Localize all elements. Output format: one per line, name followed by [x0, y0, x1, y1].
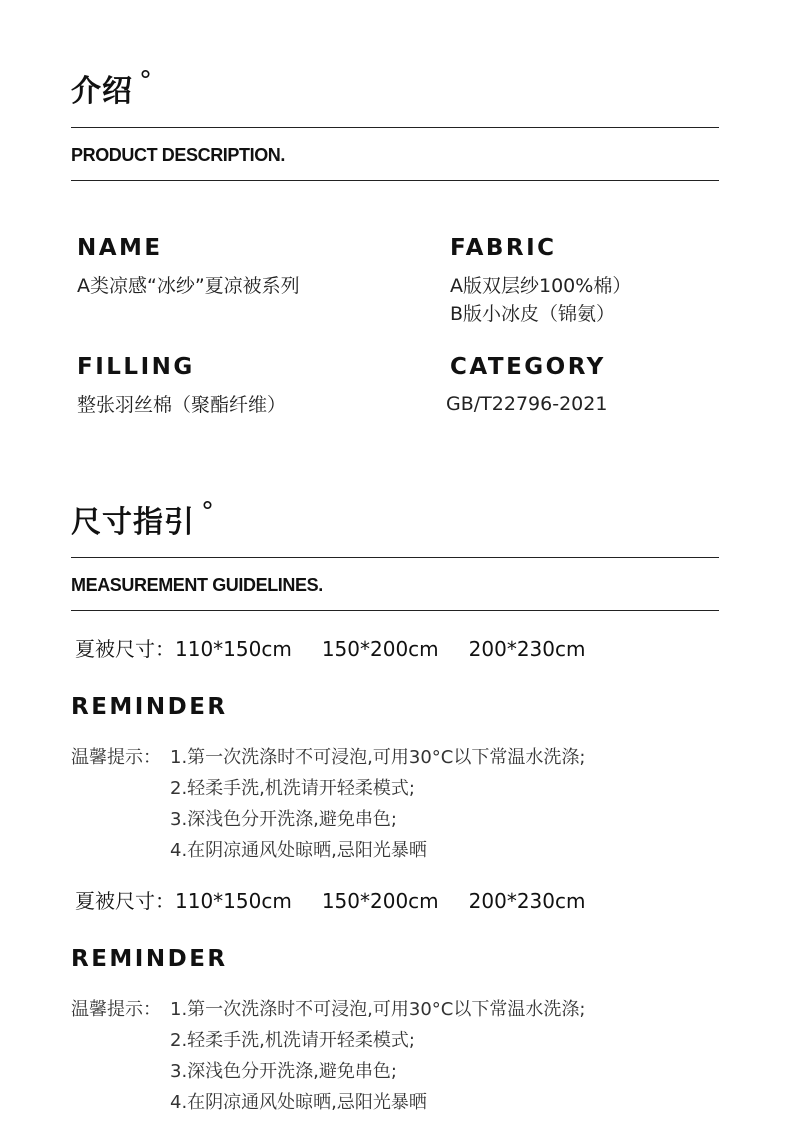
name-value: A类凉感“冰纱”夏凉被系列	[77, 275, 300, 297]
tip-item: 3.深浅色分开洗涤,避免串色;	[170, 1061, 397, 1082]
fabric-value-a: A版双层纱100%棉）	[450, 275, 632, 297]
filling-label: FILLING	[77, 354, 195, 380]
filling-value: 整张羽丝棉（聚酯纤维）	[77, 394, 287, 416]
degree-mark: °	[201, 497, 215, 527]
degree-mark: °	[139, 66, 153, 96]
divider	[71, 610, 719, 611]
size-option: 110*150cm	[175, 637, 292, 661]
size-option: 110*150cm	[175, 889, 292, 913]
tip-item: 2.轻柔手洗,机洗请开轻柔模式;	[170, 778, 415, 799]
intro-title-text: 介绍	[71, 74, 133, 109]
divider	[71, 180, 719, 181]
intro-subtitle: PRODUCT DESCRIPTION.	[71, 145, 286, 165]
category-label: CATEGORY	[450, 354, 606, 380]
tip-item: 3.深浅色分开洗涤,避免串色;	[170, 809, 397, 830]
reminder-title: REMINDER	[71, 694, 228, 720]
size-option: 200*230cm	[468, 889, 586, 913]
size-line	[75, 885, 585, 914]
tip-item: 2.轻柔手洗,机洗请开轻柔模式;	[170, 1030, 415, 1051]
divider	[71, 127, 719, 128]
name-label: NAME	[77, 235, 163, 261]
fabric-value-b: B版小冰皮（锦氨）	[450, 303, 616, 325]
size-option: 150*200cm	[321, 637, 439, 661]
divider	[71, 557, 719, 558]
fabric-label: FABRIC	[450, 235, 557, 261]
category-value: GB/T22796-2021	[446, 393, 608, 415]
tip-item: 4.在阴凉通风处晾晒,忌阳光暴晒	[170, 840, 427, 861]
size-option: 200*230cm	[468, 637, 586, 661]
size-guide-title	[71, 497, 215, 541]
tip-item: 4.在阴凉通风处晾晒,忌阳光暴晒	[170, 1092, 427, 1113]
size-guide-subtitle: MEASUREMENT GUIDELINES.	[71, 575, 323, 595]
intro-title	[71, 66, 153, 110]
tips-label: 温馨提示：	[71, 999, 161, 1020]
tip-item: 1.第一次洗涤时不可浸泡,可用30°C以下常温水洗涤;	[170, 747, 586, 768]
reminder-title: REMINDER	[71, 946, 228, 972]
tip-item: 1.第一次洗涤时不可浸泡,可用30°C以下常温水洗涤;	[170, 999, 586, 1020]
tips-label: 温馨提示：	[71, 747, 161, 768]
size-label: 夏被尺寸：	[75, 637, 175, 661]
size-line	[75, 633, 585, 662]
size-label: 夏被尺寸：	[75, 889, 175, 913]
size-guide-title-text: 尺寸指引	[71, 505, 195, 540]
size-option: 150*200cm	[321, 889, 439, 913]
